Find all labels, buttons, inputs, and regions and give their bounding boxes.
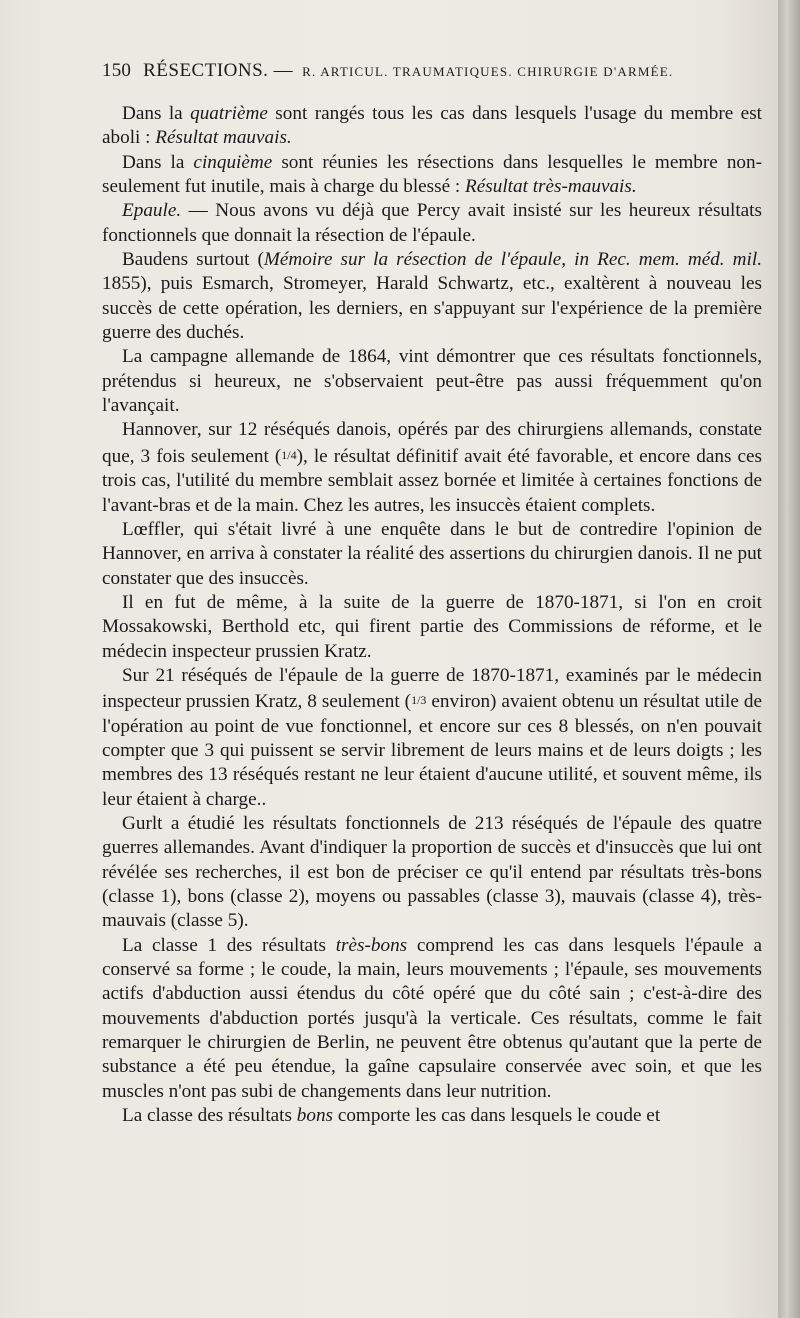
- section-subtitle: R. ARTICUL. TRAUMATIQUES. CHIRURGIE D'ARMÉE.: [302, 64, 674, 79]
- paragraph: La classe des résultats bons comporte les cas dans lesquels le coude et: [122, 1105, 661, 1127]
- fraction: 1/3: [411, 693, 427, 708]
- running-header: [102, 60, 762, 82]
- section-title: RÉSECTIONS. —: [143, 60, 294, 81]
- paragraph: Sur 21 réséqués de l'épaule de la guerre de 1870-1871, examinés par le médecin inspecteur prussien Kratz, 8 seulement (1/3 environ) avaient obtenu un résultat utile de l'opération au point de vue fonctionnel, et encore sur ces 8 blessés, on n'en pouvait compter que 3 qui puissent se servir librement de leurs mains et de leurs doigts ; les membres des 13 réséqués restant ne leur étaient d'aucune utilité, et souvent même, ils leur étaient à charge..: [102, 664, 763, 810]
- paragraph: La campagne allemande de 1864, vint démontrer que ces résultats fonctionnels, prétendus si heureux, ne s'observaient peut-être pas aussi fréquemment qu'on l'avançait.: [102, 346, 762, 417]
- paragraph: La classe 1 des résultats très-bons comprend les cas dans lesquels l'épaule a conservé sa forme ; le coude, la main, leurs mouvements ; l'épaule, ses mouvements actifs d'abduction aussi étendus du côté opéré que du côté sain ; c'est-à-dire des mouvements d'abduction portés jusqu'à la verticale. Ces résultats, comme le fait remarquer le chirurgien de Berlin, ne peuvent être obtenus qu'autant que la perte de substance a été peu étendue, la gaîne capsulaire conservée avec soin, et que les muscles n'ont pas subi de changements dans leur nutrition.: [102, 934, 762, 1102]
- body-text: [102, 102, 762, 1128]
- paragraph: Hannover, sur 12 réséqués danois, opérés par des chirurgiens allemands, constate que, 3 fois seulement (1/4), le résultat définitif avait été favorable, et encore dans ces trois cas, l'utilité du membre semblait assez bornée et limitée à certaines fonctions de l'avant-bras et de la main. Chez les autres, les insuccès étaient complets.: [102, 419, 762, 516]
- paragraph-epaule: Epaule. — Nous avons vu déjà que Percy avait insisté sur les heureux résultats fonctionnels que donnait la résection de l'épaule.: [102, 200, 762, 246]
- paragraph: Baudens surtout (Mémoire sur la résection de l'épaule, in Rec. mem. méd. mil. 1855), puis Esmarch, Stromeyer, Harald Schwartz, etc., exaltèrent à nouveau les succès de cette opération, les derniers, en s'appuyant sur l'expérience de la première guerre des duchés.: [102, 249, 762, 344]
- page-number: 150: [102, 60, 132, 81]
- paragraph: Dans la cinquième sont réunies les résections dans lesquelles le membre non-seulement fut inutile, mais à charge du blessé : Résultat très-mauvais.: [102, 151, 763, 198]
- paragraph: Gurlt a étudié les résultats fonctionnels de 213 réséqués de l'épaule des quatre guerres allemandes. Avant d'indiquer la proportion de succès et d'insuccès que lui ont révélée ses recherches, il est bon de préciser ce qu'il entend par résultats très-bons (classe 1), bons (classe 2), moyens ou passables (classe 3), mauvais (classe 4), très-mauvais (classe 5).: [102, 812, 762, 932]
- paragraph: Il en fut de même, à la suite de la guerre de 1870-1871, si l'on en croit Mossakowski, Berthold etc, qui firent partie des Commissions de réforme, et le médecin inspecteur prussien Kratz.: [102, 591, 762, 662]
- paragraph: Dans la quatrième sont rangés tous les cas dans lesquels l'usage du membre est aboli : Résultat mauvais.: [102, 103, 762, 149]
- page-edge-shadow: [778, 0, 800, 1318]
- paragraph: Lœffler, qui s'était livré à une enquête dans le but de contredire l'opinion de Hannover, en arriva à constater la réalité des assertions du chirurgien danois. Il ne put constater que des insuccès.: [102, 518, 762, 589]
- fraction: 1/4: [281, 447, 297, 462]
